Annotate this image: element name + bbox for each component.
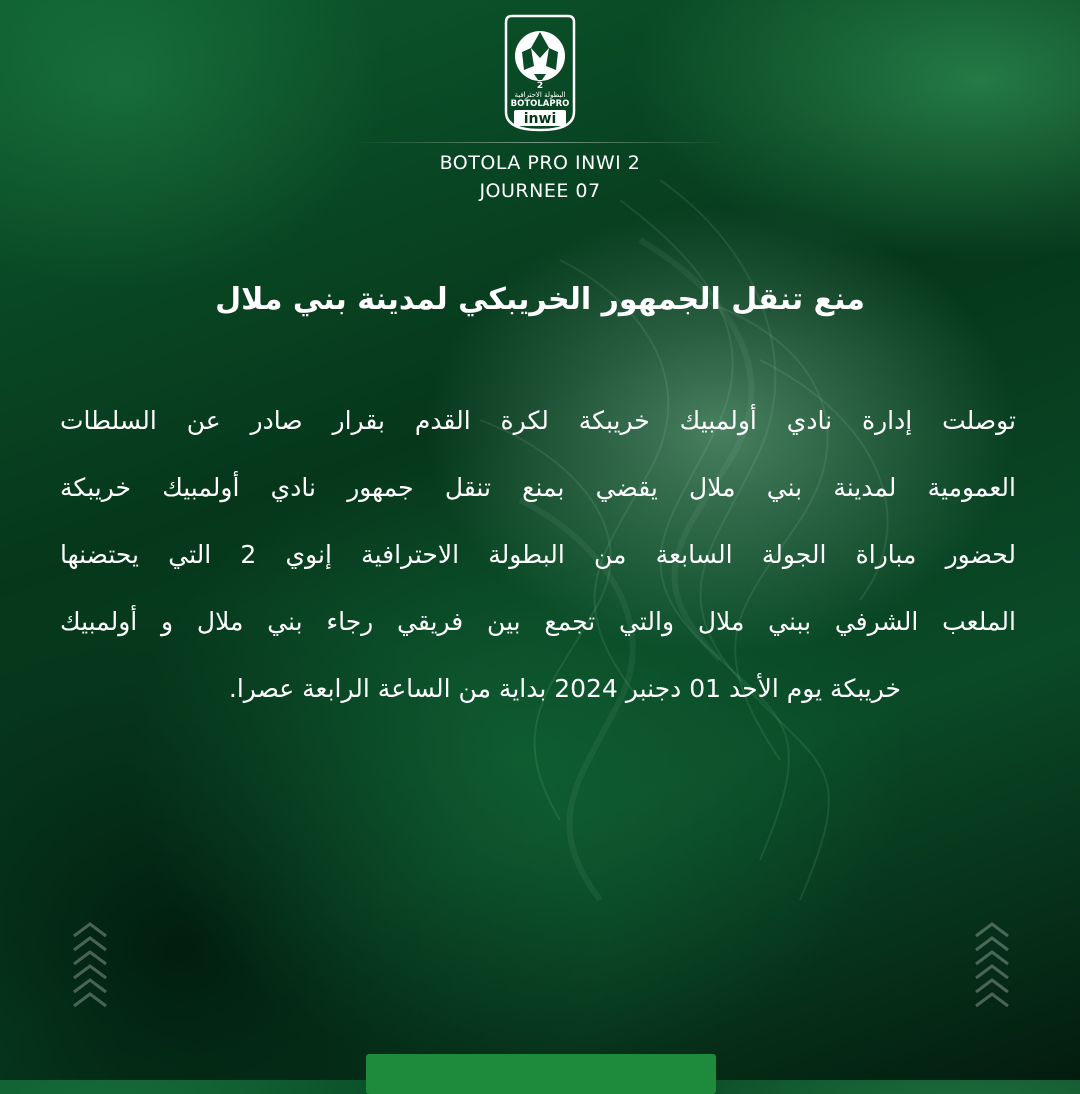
- body-line: العمومية لمدينة بني ملال يقضي بمنع تنقل جمهور نادي أولمبيك خريبكة: [60, 473, 1016, 502]
- bottom-accent-bar: [366, 1054, 716, 1094]
- round-label: JOURNEE 07: [479, 180, 601, 202]
- chevrons-up-icon: [70, 918, 110, 1010]
- logo-brand: BOTOLAPRO: [510, 99, 570, 109]
- body-line: توصلت إدارة نادي أولمبيك خريبكة لكرة القدم بقرار صادر عن السلطات: [60, 406, 1016, 435]
- body-line: الملعب الشرفي ببني ملال والتي تجمع بين فريقي رجاء بني ملال و أولمبيك: [60, 607, 1016, 636]
- league-title: BOTOLA PRO INWI 2: [439, 152, 641, 174]
- chevrons-up-icon: [972, 918, 1012, 1010]
- logo-arabic: البطولة الاحترافية: [514, 91, 566, 99]
- botola-pro-logo: [500, 14, 580, 132]
- botola-logo-emblem: [500, 14, 580, 132]
- body-line: خريبكة يوم الأحد 01 دجنبر 2024 بداية من الساعة الرابعة عصرا.: [228, 674, 901, 703]
- logo-sponsor: inwi: [523, 111, 557, 127]
- announcement-body: [60, 408, 1016, 743]
- logo-division: 2: [536, 81, 544, 91]
- header-divider: [355, 142, 725, 143]
- headline: منع تنقل الجمهور الخريبكي لمدينة بني ملال: [215, 282, 865, 317]
- body-line: لحضور مباراة الجولة السابعة من البطولة الاحترافية إنوي 2 التي يحتضنها: [60, 540, 1017, 569]
